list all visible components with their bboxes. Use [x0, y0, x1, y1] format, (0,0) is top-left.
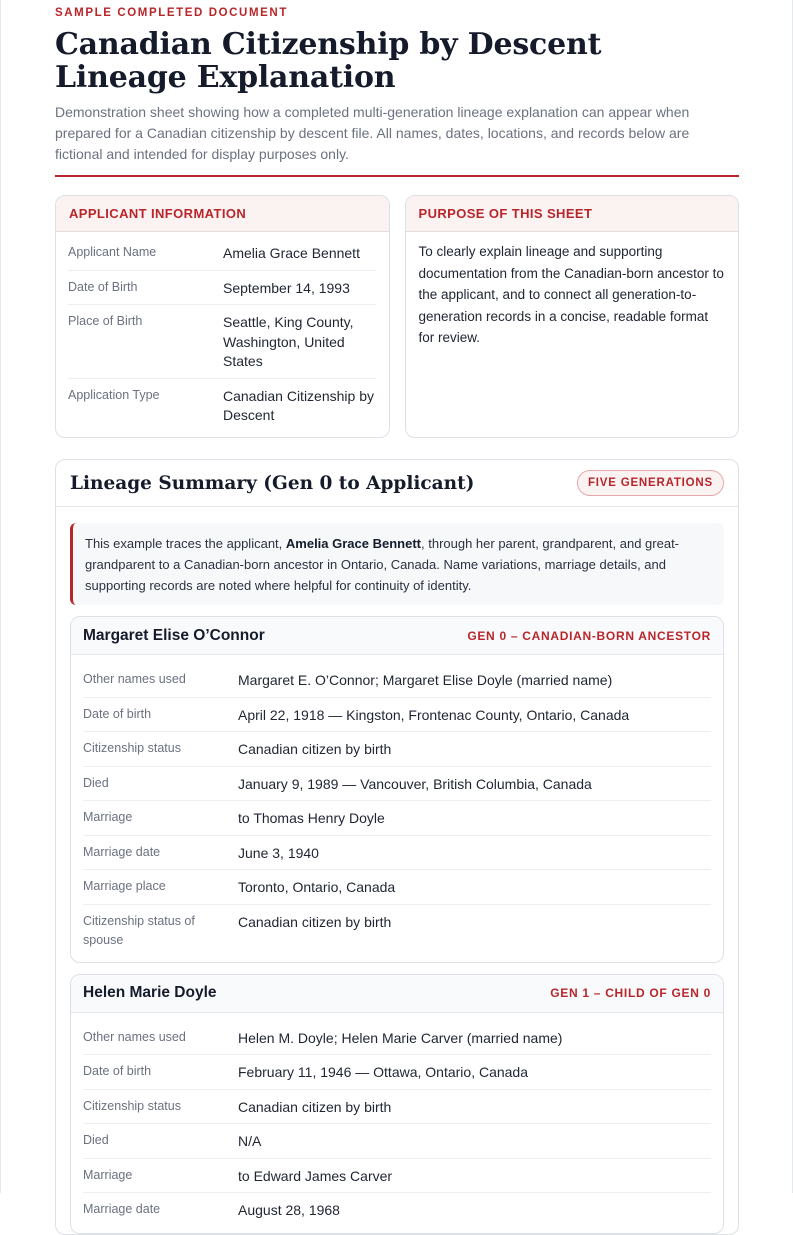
field-value: September 14, 1993: [223, 279, 350, 296]
field-value: Amelia Grace Bennett: [223, 245, 360, 261]
detail-value: Canadian citizen by birth: [238, 913, 392, 930]
detail-label: Marriage date: [83, 1202, 161, 1216]
detail-label: Marriage date: [83, 844, 161, 859]
detail-row: [83, 732, 711, 767]
detail-value: January 9, 1989 — Vancouver, British Columbia, Canada: [238, 775, 592, 792]
detail-value: Canadian citizen by birth: [238, 1098, 392, 1115]
detail-label: Date of birth: [83, 1064, 152, 1078]
detail-label: Citizenship status: [83, 1098, 181, 1113]
detail-row: [83, 1193, 711, 1227]
detail-row: [83, 905, 711, 956]
applicant-card-heading: APPLICANT INFORMATION: [56, 196, 389, 232]
document-eyebrow: SAMPLE COMPLETED DOCUMENT: [55, 7, 288, 19]
purpose-card: [405, 195, 740, 438]
note-text-end: , through her parent, grandparent, and great-grandparent to a Canadian-born ancestor in Ontario, Canada. Name variations, marriage details, and supporting records are noted where helpful for continuity of identity.: [85, 536, 680, 593]
detail-label: Date of birth: [83, 706, 152, 721]
lineage-summary-title: Lineage Summary (Gen 0 to Applicant): [70, 472, 475, 494]
field-value: Seattle, King County, Washington, United States: [223, 314, 354, 369]
generation-details: [71, 1013, 723, 1233]
field-label: Place of Birth: [68, 314, 143, 328]
document-page: [1, 0, 792, 1235]
detail-row: [83, 698, 711, 733]
detail-row: [83, 836, 711, 871]
detail-row: [83, 663, 711, 698]
purpose-card-heading: PURPOSE OF THIS SHEET: [406, 196, 739, 232]
detail-value: June 3, 1940: [238, 844, 319, 861]
detail-value: to Edward James Carver: [238, 1167, 393, 1184]
detail-row: [83, 1159, 711, 1194]
detail-label: Marriage place: [83, 879, 166, 893]
detail-value: April 22, 1918 — Kingston, Frontenac County, Ontario, Canada: [238, 706, 630, 723]
generation-header: [71, 617, 723, 655]
page-title: [55, 28, 739, 94]
detail-label: Died: [83, 1133, 109, 1147]
generation-header: [71, 975, 723, 1013]
detail-value: Toronto, Ontario, Canada: [238, 879, 396, 895]
detail-label: Other names used: [83, 672, 186, 686]
intro-text: Demonstration sheet showing how a completed multi-generation lineage explanation can appear when prepared for a Canadian citizenship by descent file. All names, dates, locations, and records below are fictional and intended for display purposes only.: [55, 104, 690, 162]
detail-row: [83, 1124, 711, 1159]
detail-label: Marriage: [83, 1167, 133, 1182]
title-line-2: Lineage Explanation: [55, 60, 396, 95]
generation-card-gen-0: [70, 616, 724, 963]
purpose-text: To clearly explain lineage and supporting documentation from the Canadian-born ancestor to the applicant, and to connect all generation-to-generation records in a concise, readable format for review.: [418, 244, 724, 345]
detail-label: Citizenship status: [83, 741, 181, 755]
applicant-card: [55, 195, 390, 438]
detail-row: [83, 767, 711, 802]
applicant-row: [68, 271, 376, 306]
ancestor-name: Helen Marie Doyle: [83, 984, 217, 1001]
applicant-details: [56, 232, 389, 432]
detail-value: August 28, 1968: [238, 1202, 340, 1218]
applicant-row: [68, 379, 376, 432]
detail-label: Marriage: [83, 810, 133, 824]
top-cards: [55, 195, 739, 438]
generation-details: [71, 655, 723, 962]
generation-tag: GEN 1 – CHILD OF GEN 0: [550, 986, 711, 1000]
generations-badge: FIVE GENERATIONS: [577, 470, 724, 496]
detail-row: [83, 801, 711, 836]
detail-value: Canadian citizen by birth: [238, 741, 392, 757]
detail-value: to Thomas Henry Doyle: [238, 810, 385, 826]
detail-label: Other names used: [83, 1029, 186, 1044]
applicant-row: [68, 305, 376, 379]
detail-value: N/A: [238, 1133, 262, 1149]
applicant-row: [68, 236, 376, 271]
detail-row: [83, 870, 711, 905]
title-line-1: Canadian Citizenship by Descent: [55, 27, 602, 62]
detail-value: Helen M. Doyle; Helen Marie Carver (married name): [238, 1029, 563, 1046]
lineage-summary-body: [56, 507, 738, 1234]
detail-row: [83, 1055, 711, 1090]
note-text-start: This example traces the applicant,: [85, 536, 286, 551]
note-applicant-name: Amelia Grace Bennett: [285, 536, 421, 551]
lineage-summary: [55, 459, 739, 1235]
field-label: Application Type: [68, 387, 160, 402]
ancestor-name: Margaret Elise O’Connor: [83, 626, 265, 644]
detail-row: [83, 1021, 711, 1056]
lineage-note: [70, 523, 724, 605]
field-label: Date of Birth: [68, 279, 138, 294]
generation-card-gen-1: [70, 974, 724, 1234]
detail-label: Died: [83, 775, 109, 790]
generation-tag: GEN 0 – CANADIAN-BORN ANCESTOR: [467, 628, 711, 643]
detail-value: February 11, 1946 — Ottawa, Ontario, Canada: [238, 1064, 529, 1080]
detail-row: [83, 1090, 711, 1125]
field-value: Canadian Citizenship by Descent: [223, 387, 374, 423]
header-divider: [55, 175, 739, 177]
detail-label: Citizenship status of spouse: [83, 913, 195, 947]
lineage-summary-header: [56, 460, 738, 507]
detail-value: Margaret E. O’Connor; Margaret Elise Doyle (married name): [238, 672, 613, 688]
field-label: Applicant Name: [68, 245, 157, 259]
